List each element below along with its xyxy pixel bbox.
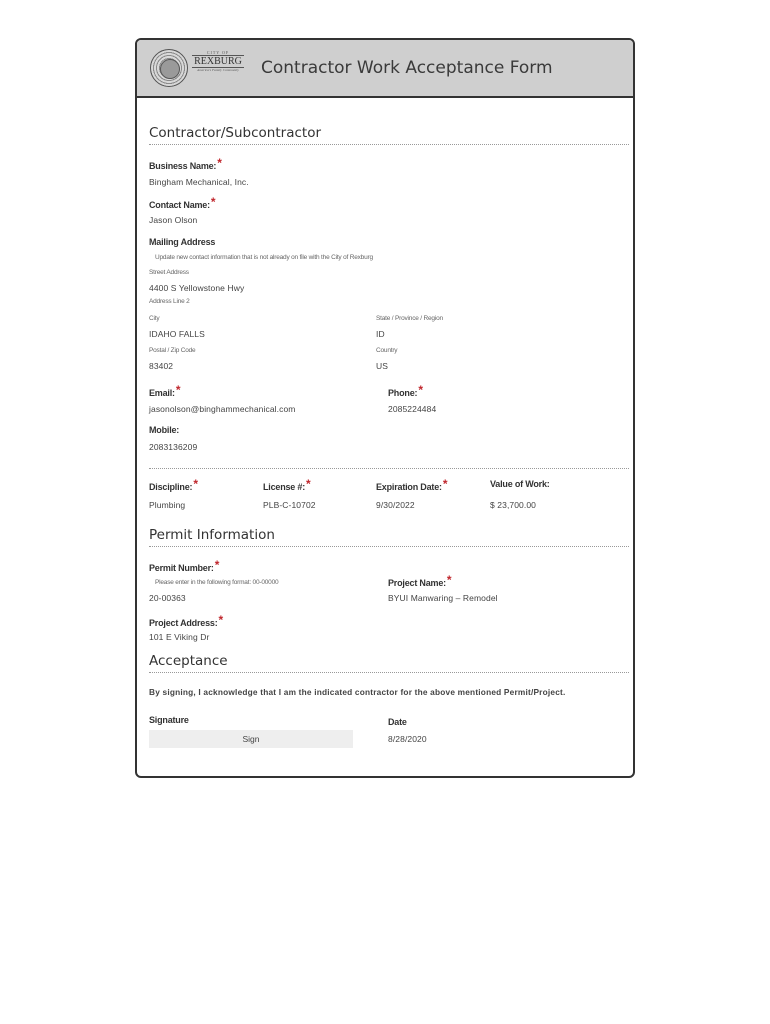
value-of-work-label: Value of Work:: [490, 479, 550, 489]
email-value: jasonolson@binghammechanical.com: [149, 404, 296, 414]
mobile-label: Mobile:: [149, 425, 180, 435]
required-marker: *: [193, 477, 198, 491]
street-address-label: Street Address: [149, 269, 189, 276]
city-label: City: [149, 315, 160, 322]
section-heading-contractor: Contractor/Subcontractor: [149, 125, 322, 141]
contact-name-label: Contact Name:*: [149, 195, 216, 210]
sign-button[interactable]: Sign: [149, 730, 353, 748]
phone-label: Phone:*: [388, 383, 423, 398]
mobile-value: 2083136209: [149, 442, 198, 452]
license-value: PLB-C-10702: [263, 500, 316, 510]
city-seal-icon: [150, 49, 188, 87]
address-line2-label: Address Line 2: [149, 298, 190, 305]
required-marker: *: [306, 477, 311, 491]
project-address-label: Project Address:*: [149, 613, 223, 628]
acceptance-statement: By signing, I acknowledge that I am the indicated contractor for the above mentioned Permit/Project.: [149, 687, 566, 697]
project-address-value: 101 E Viking Dr: [149, 632, 210, 642]
section-divider: [149, 672, 629, 673]
postal-label: Postal / Zip Code: [149, 347, 196, 354]
date-label: Date: [388, 717, 407, 727]
license-label: License #:*: [263, 477, 311, 492]
contact-name-value: Jason Olson: [149, 215, 198, 225]
postal-value: 83402: [149, 361, 174, 371]
state-value: ID: [376, 329, 385, 339]
email-label: Email:*: [149, 383, 181, 398]
section-heading-acceptance: Acceptance: [149, 653, 228, 669]
phone-value: 2085224484: [388, 404, 437, 414]
city-value: IDAHO FALLS: [149, 329, 205, 339]
required-marker: *: [442, 477, 448, 491]
section-divider: [149, 144, 629, 145]
permit-number-hint: Please enter in the following format: 00-00000: [155, 579, 279, 586]
contractor-work-acceptance-form: [135, 38, 635, 778]
required-marker: *: [217, 156, 222, 170]
country-label: Country: [376, 347, 398, 354]
state-label: State / Province / Region: [376, 315, 443, 322]
required-marker: *: [218, 613, 223, 627]
required-marker: *: [210, 195, 216, 209]
expiration-date-value: 9/30/2022: [376, 500, 415, 510]
permit-number-value: 20-00363: [149, 593, 186, 603]
business-name-value: Bingham Mechanical, Inc.: [149, 177, 249, 187]
project-name-value: BYUI Manwaring – Remodel: [388, 593, 498, 603]
business-name-label: Business Name:*: [149, 156, 222, 171]
discipline-value: Plumbing: [149, 500, 186, 510]
section-divider: [149, 468, 629, 469]
mailing-address-label: Mailing Address: [149, 237, 216, 247]
rexburg-logo: CITY OF REXBURG America's Family Community: [192, 50, 244, 73]
required-marker: *: [214, 558, 220, 572]
form-header: [137, 40, 633, 98]
required-marker: *: [175, 383, 181, 397]
value-of-work-value: $ 23,700.00: [490, 500, 537, 510]
section-divider: [149, 546, 629, 547]
signature-label: Signature: [149, 715, 189, 725]
required-marker: *: [418, 383, 423, 397]
date-value: 8/28/2020: [388, 734, 427, 744]
expiration-date-label: Expiration Date:*: [376, 477, 448, 492]
form-title: Contractor Work Acceptance Form: [261, 58, 553, 78]
mailing-address-hint: Update new contact information that is not already on file with the City of Rexburg: [155, 254, 373, 261]
street-address-value: 4400 S Yellowstone Hwy: [149, 283, 245, 293]
section-heading-permit: Permit Information: [149, 527, 275, 543]
permit-number-label: Permit Number:*: [149, 558, 220, 573]
discipline-label: Discipline:*: [149, 477, 198, 492]
country-value: US: [376, 361, 389, 371]
required-marker: *: [446, 573, 452, 587]
project-name-label: Project Name:*: [388, 573, 452, 588]
